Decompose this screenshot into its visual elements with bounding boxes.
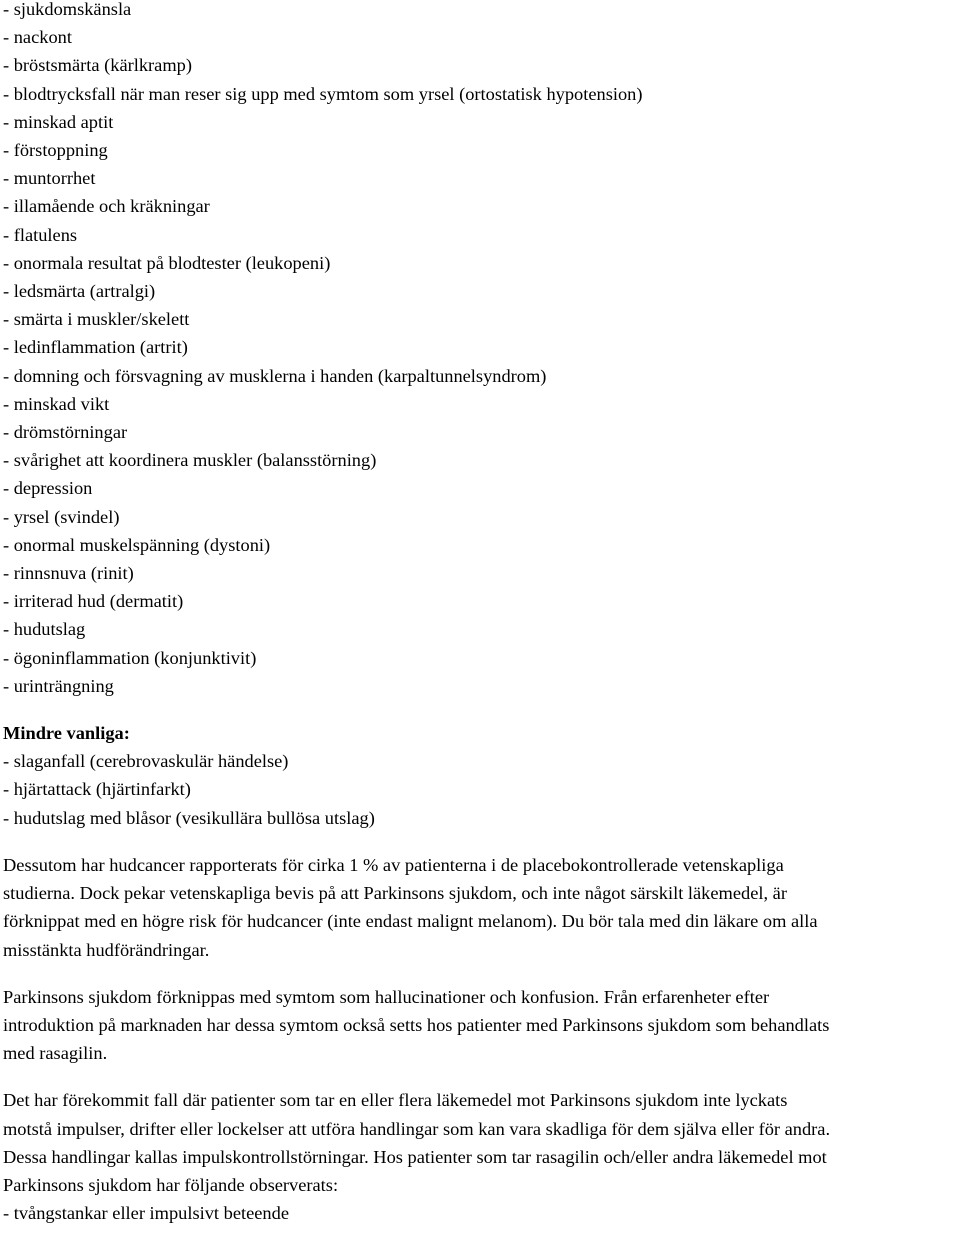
list-item: - irriterad hud (dermatit) [3,591,184,612]
list-item: - smärta i muskler/skelett [3,309,190,330]
paragraph-line: Parkinsons sjukdom har följande observerats: [3,1174,339,1195]
section-gap [3,1067,959,1086]
list-item: - onormal muskelspänning (dystoni) [3,534,271,555]
common-side-effects-list [3,0,959,700]
list-item: - slaganfall (cerebrovaskulär händelse) [3,751,289,772]
list-item: - minskad vikt [3,393,110,414]
list-item: - svårighet att koordinera muskler (balansstörning) [3,450,377,471]
list-item: - blodtrycksfall när man reser sig upp med symtom som yrsel (ortostatisk hypotension) [3,83,643,104]
paragraph-line: Dessutom har hudcancer rapporterats för cirka 1 % av patienterna i de placebokontrollerade vetenskapliga [3,854,784,875]
paragraph-impulse-control [3,1086,959,1227]
paragraph-line: Parkinsons sjukdom förknippas med symtom som hallucinationer och konfusion. Från erfarenheter efter [3,986,770,1007]
paragraph-line: Dessa handlingar kallas impulskontrollstörningar. Hos patienter som tar rasagilin och/eller andra läkemedel mot [3,1146,827,1167]
list-item: - onormala resultat på blodtester (leukopeni) [3,252,331,273]
list-item: - urinträngning [3,675,114,696]
list-item: - tvångstankar eller impulsivt beteende [3,1203,289,1224]
paragraph-line: motstå impulser, drifter eller lockelser att utföra handlingar som kan vara skadliga för dem själva eller för andra. [3,1118,831,1139]
list-item: - depression [3,478,93,499]
list-item: - ögoninflammation (konjunktivit) [3,647,257,668]
paragraph-skin-cancer [3,851,959,964]
section-heading: Mindre vanliga: [3,723,130,744]
list-item: - sjukdomskänsla [3,0,132,19]
paragraph-line: förknippat med en högre risk för hudcancer (inte endast malignt melanom). Du bör tala med din läkare om alla [3,911,818,932]
list-item: - hudutslag [3,619,86,640]
list-item: - hudutslag med blåsor (vesikullära bullösa utslag) [3,807,375,828]
paragraph-line: misstänkta hudförändringar. [3,939,210,960]
paragraph-line: studierna. Dock pekar vetenskapliga bevis på att Parkinsons sjukdom, och inte något särskilt läkemedel, är [3,883,787,904]
list-item: - rinnsnuva (rinit) [3,563,134,584]
section-gap [3,832,959,851]
list-item: - yrsel (svindel) [3,506,120,527]
list-item: - ledinflammation (artrit) [3,337,188,358]
list-item: - ledsmärta (artralgi) [3,281,156,302]
list-item: - domning och försvagning av musklerna i handen (karpaltunnelsyndrom) [3,365,547,386]
paragraph-line: med rasagilin. [3,1043,108,1064]
list-item: - drömstörningar [3,422,128,443]
less-common-section [3,719,959,832]
document-page [3,0,959,1227]
list-item: - flatulens [3,224,78,245]
list-item: - bröstsmärta (kärlkramp) [3,55,192,76]
list-item: - nackont [3,27,72,48]
list-item: - minskad aptit [3,111,114,132]
paragraph-hallucinations [3,983,959,1068]
section-gap [3,964,959,983]
list-item: - illamående och kräkningar [3,196,210,217]
list-item: - förstoppning [3,140,108,161]
paragraph-line: introduktion på marknaden har dessa symtom också setts hos patienter med Parkinsons sjukdom som behandlats [3,1014,830,1035]
paragraph-line: Det har förekommit fall där patienter som tar en eller flera läkemedel mot Parkinsons sjukdom inte lyckats [3,1090,788,1111]
section-gap [3,700,959,719]
list-item: - muntorrhet [3,168,96,189]
list-item: - hjärtattack (hjärtinfarkt) [3,779,191,800]
